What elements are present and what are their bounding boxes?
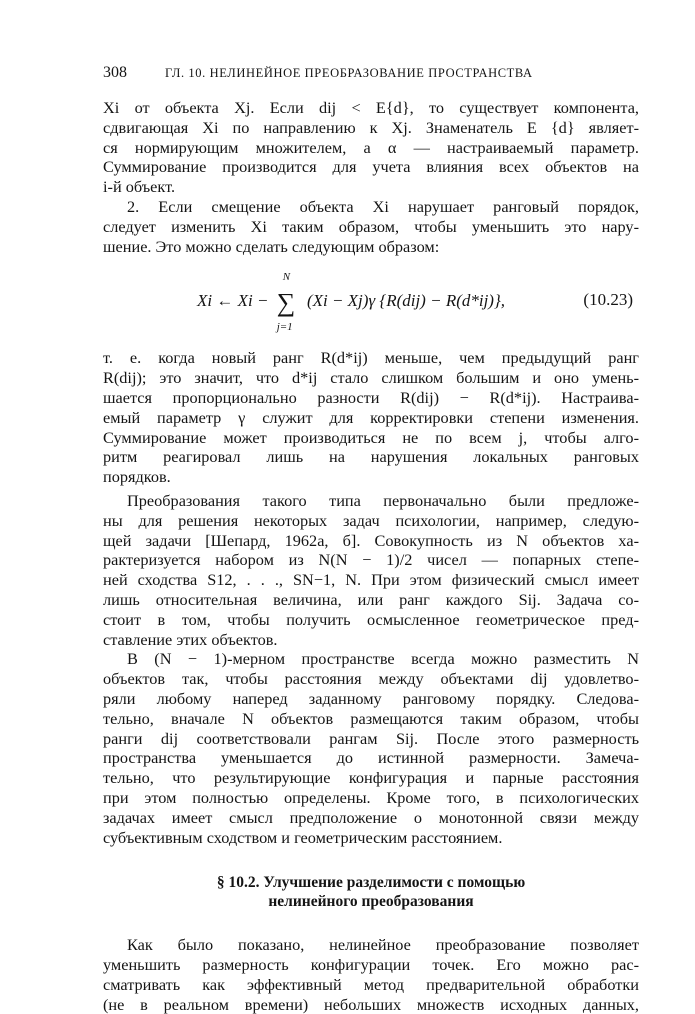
page-header [103, 64, 643, 84]
paragraph-5 [103, 649, 639, 847]
text-line: В (N − 1)-мерном пространстве всегда можно разместить N [127, 649, 639, 669]
text-line: Преобразования такого типа первоначально были предложе- [127, 490, 639, 510]
text-line: пространства уменьшается до истинной размерности. Замеча- [103, 748, 639, 768]
equation-number: (10.23) [583, 290, 633, 310]
text-line: субъективным сходством и геометрическим расстоянием. [103, 827, 503, 847]
text-line: Как было показано, нелинейное преобразование позволяет [127, 935, 639, 955]
text-line: Xi от объекта Xj. Если dij < E{d}, то существует компонента, [103, 98, 639, 117]
sum-upper-limit: N [282, 271, 291, 284]
section-title-line-2: нелинейного преобразования [268, 893, 474, 911]
equation-body [197, 271, 506, 334]
text-line: порядков. [103, 467, 171, 487]
text-line: ставление этих объектов. [103, 629, 278, 649]
text-line: объектов так, чтобы расстояния между объектами dij удовлетво- [103, 669, 639, 689]
equation-10-23 [103, 266, 639, 340]
equation-lhs: Xi ← Xi − [197, 291, 269, 311]
text-line: Суммирование может производиться не по всем j, чтобы алго- [103, 427, 639, 447]
text-line: лишь относительная величина, или ранг каждого Sij. Задача со- [103, 589, 639, 609]
text-line: следует изменить Xi таким образом, чтобы уменьшить это нару- [103, 216, 639, 236]
text-line: тельно, что результирующие конфигурация и парные расстояния [103, 768, 639, 788]
paragraph-6 [103, 935, 639, 1014]
text-line: уменьшить размерность конфигурации точек. Его можно рас- [103, 955, 639, 975]
summation-sign [276, 271, 299, 334]
text-line: ся нормирующим множителем, а α — настраиваемый параметр. [103, 137, 639, 157]
sum-lower-limit: j=1 [276, 321, 293, 334]
section-title-line-1: § 10.2. Улучшение разделимости с помощью [216, 874, 526, 892]
text-line: ней сходства S12, . . ., SN−1, N. При этом физический смысл имеет [103, 570, 639, 590]
paragraph-4 [103, 491, 639, 649]
text-line: ны для решения некоторых задач психологии, например, следую- [103, 510, 639, 530]
sigma-symbol: ∑ [276, 288, 296, 318]
page-body [103, 98, 639, 1014]
text-line: Суммирование производится для учета влияния всех объектов на [103, 157, 639, 177]
text-line: тельно, вначале N объектов размещаются таким образом, чтобы [103, 708, 639, 728]
text-line: 2. Если смещение объекта Xi нарушает ранговый порядок, [127, 196, 639, 216]
paragraph-2 [103, 197, 639, 256]
text-line: шается пропорционально разности R(dij) − R(d*ij). Настраива- [103, 387, 639, 407]
text-line: шение. Это можно сделать следующим образом: [103, 236, 440, 256]
paragraph-1 [103, 98, 639, 197]
text-line: ритм реагировал лишь на нарушения локальных ранговых [103, 447, 639, 467]
text-line: сматривать как эффективный метод предварительной обработки [103, 974, 639, 994]
running-title: ГЛ. 10. НЕЛИНЕЙНОЕ ПРЕОБРАЗОВАНИЕ ПРОСТРАНСТВА [165, 66, 533, 80]
text-line: i-й объект. [103, 177, 176, 197]
text-line: R(dij); это значит, что d*ij стало слишком большим и оно умень- [103, 368, 639, 388]
text-line: т. е. когда новый ранг R(d*ij) меньше, чем предыдущий ранг [103, 348, 639, 368]
text-line: щей задачи [Шепард, 1962а, б]. Совокупность из N объектов ха- [103, 530, 639, 550]
text-line: при этом полностью определены. Кроме того, в психологических [103, 787, 639, 807]
equation-rhs: (Xi − Xj)γ {R(dij) − R(d*ij)}, [306, 291, 506, 311]
text-line: задачах имеет смысл предположение о монотонной связи между [103, 807, 639, 827]
text-line: ряли любому наперед заданному ранговому порядку. Следова- [103, 688, 639, 708]
text-line: (не в реальном времени) небольших множеств исходных данных, [103, 994, 639, 1014]
section-heading [103, 873, 639, 911]
text-line: емый параметр γ служит для корректировки степени изменения. [103, 407, 639, 427]
text-line: стоит в том, чтобы получить осмысленное геометрическое пред- [103, 609, 639, 629]
paragraph-3 [103, 348, 639, 487]
text-line: ранги dij соответствовали рангам Sij. После этого размерность [103, 728, 639, 748]
text-line: сдвигающая Xi по направлению к Xj. Знаменатель E {d} являет- [103, 117, 639, 137]
text-line: рактеризуется набором из N(N − 1)/2 чисел — попарных степе- [103, 550, 639, 570]
page-number: 308 [103, 64, 127, 81]
